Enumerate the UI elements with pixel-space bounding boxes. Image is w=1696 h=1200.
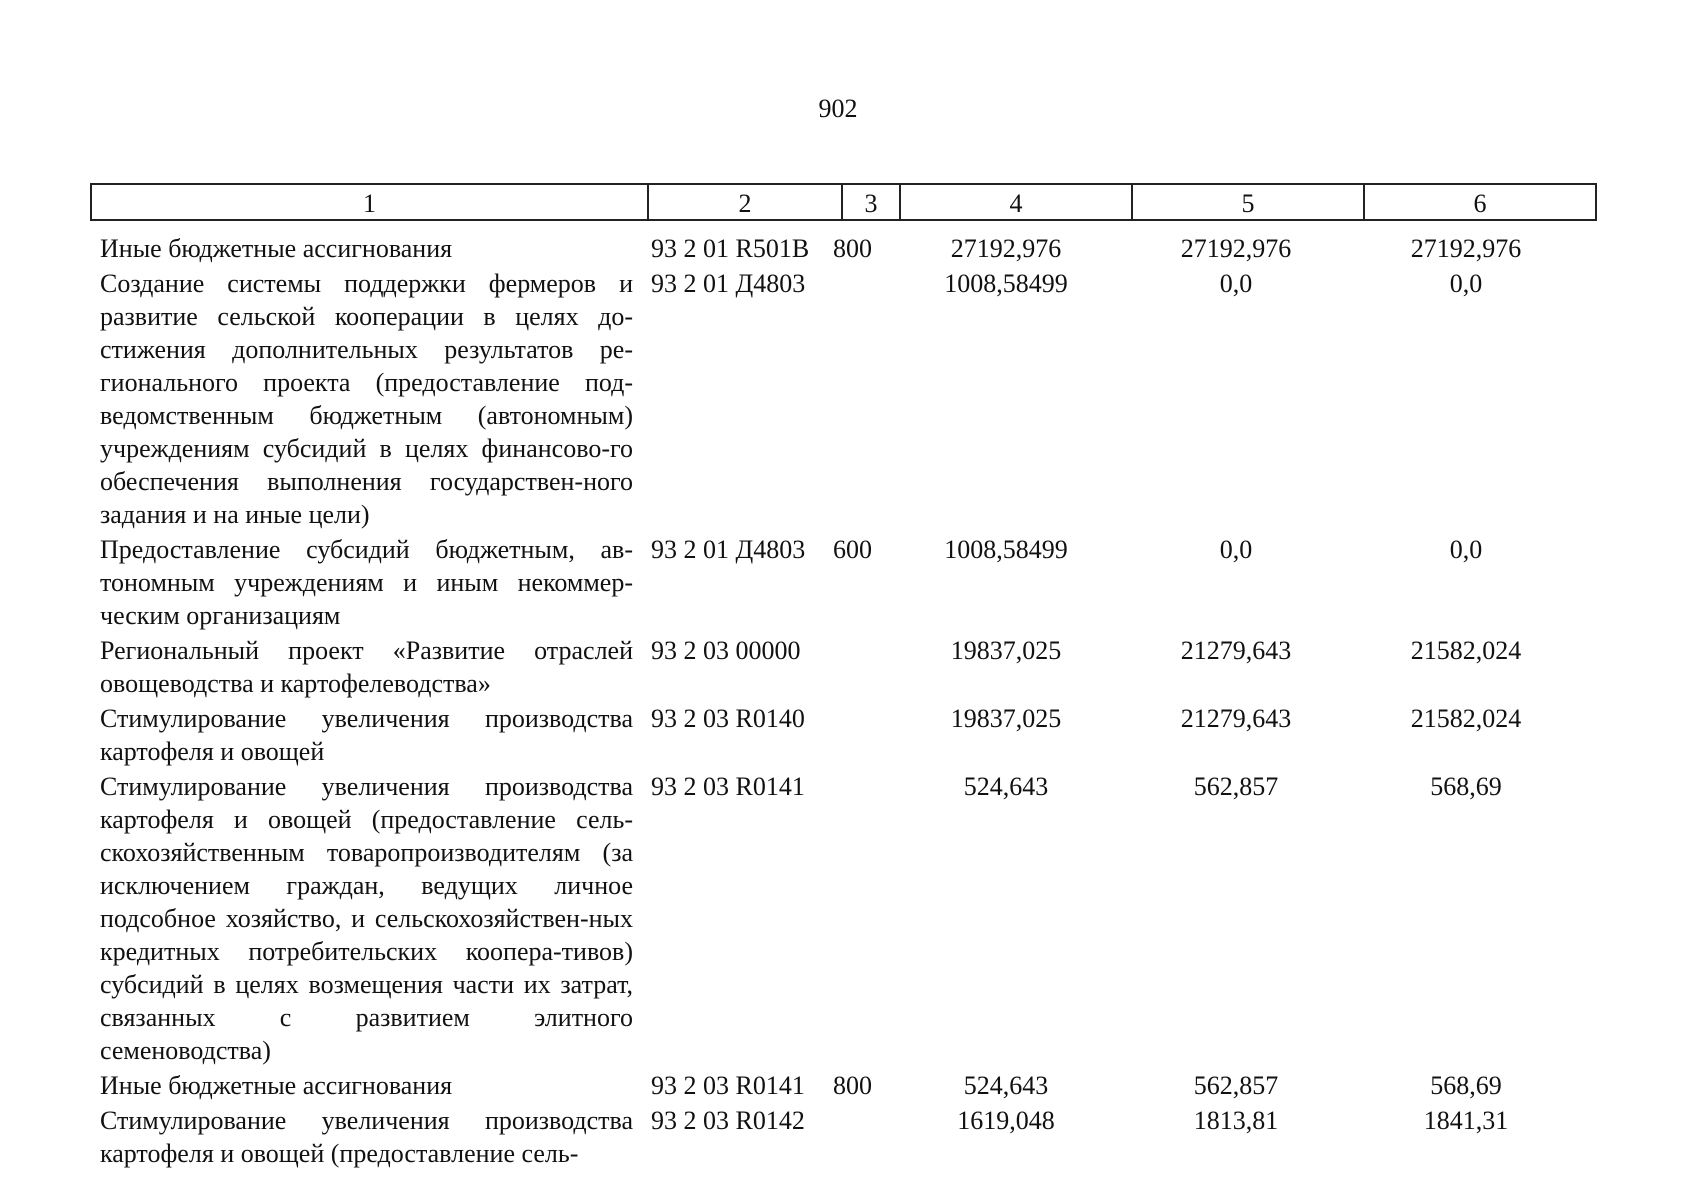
header-col-2: 2 <box>648 184 842 220</box>
column-header-table <box>90 183 1597 221</box>
header-col-6: 6 <box>1364 184 1596 220</box>
row-value-6: 27192,976 <box>1410 234 1522 263</box>
row-value-4: 19837,025 <box>950 636 1062 665</box>
row-vr: 600 <box>833 535 872 564</box>
row-name: Стимулирование увеличения производства картофеля и овощей (предоставление сель- <box>100 1106 633 1168</box>
row-code: 93 2 03 00000 <box>651 636 801 665</box>
header-col-1: 1 <box>91 184 648 220</box>
row-code: 93 2 03 R0140 <box>651 704 805 733</box>
row-vr <box>829 770 891 1067</box>
row-value-5: 562,857 <box>1193 1071 1279 1100</box>
row-value-4: 524,643 <box>963 772 1049 801</box>
row-name: Региональный проект «Развитие отраслей овощеводства и картофелеводства» <box>100 636 633 698</box>
row-name: Предоставление субсидий бюджетным, ав-тономным учреждениям и иным некоммер-ческим организациям <box>100 535 633 630</box>
row-name: Стимулирование увеличения производства картофеля и овощей <box>100 704 633 766</box>
row-value-4: 1619,048 <box>957 1106 1055 1135</box>
row-value-4: 524,643 <box>963 1071 1049 1100</box>
row-vr <box>829 634 891 700</box>
row-value-5: 562,857 <box>1193 772 1279 801</box>
page-number: 902 <box>818 94 858 123</box>
row-value-6: 568,69 <box>1430 772 1502 801</box>
row-name: Создание системы поддержки фермеров и развитие сельской кооперации в целях до-стижения дополнительных результатов ре-гионального проекта (предоставление под-ведомственным бюджетным (автономным) учреждениям субсидий в целях финансово-го обеспечения выполнения государствен-ного задания и на иные цели) <box>100 269 633 529</box>
row-value-4: 1008,58499 <box>944 535 1068 564</box>
row-value-5: 1813,81 <box>1193 1106 1279 1135</box>
table-row <box>100 702 1590 768</box>
row-value-5: 21279,643 <box>1180 636 1292 665</box>
row-value-6: 0,0 <box>1449 535 1483 564</box>
row-value-5: 0,0 <box>1219 535 1253 564</box>
header-col-5: 5 <box>1132 184 1364 220</box>
row-value-6: 1841,31 <box>1423 1106 1509 1135</box>
row-value-5: 21279,643 <box>1180 704 1292 733</box>
row-value-6: 21582,024 <box>1410 704 1522 733</box>
row-value-6: 568,69 <box>1430 1071 1502 1100</box>
row-name: Стимулирование увеличения производства картофеля и овощей (предоставление сель-скохозяйственным товаропроизводителям (за исключением граждан, ведущих личное подсобное хозяйство, и сельскохозяйствен-ных кредитных потребительских коопера-тивов) субсидий в целях возмещения части их затрат, связанных с развитием элитного семеноводства) <box>100 772 633 1065</box>
row-value-6: 21582,024 <box>1410 636 1522 665</box>
row-name: Иные бюджетные ассигнования <box>100 1071 453 1100</box>
row-value-6: 0,0 <box>1449 269 1483 298</box>
row-value-4: 1008,58499 <box>944 269 1068 298</box>
header-col-3: 3 <box>842 184 900 220</box>
row-code: 93 2 01 Д4803 <box>651 535 806 564</box>
header-col-4: 4 <box>900 184 1132 220</box>
row-code: 93 2 01 R501B <box>651 234 810 263</box>
table-row <box>100 267 1590 531</box>
table-row <box>100 533 1590 632</box>
row-vr <box>829 267 891 531</box>
row-vr: 800 <box>833 1071 872 1100</box>
row-value-4: 27192,976 <box>950 234 1062 263</box>
row-value-5: 0,0 <box>1219 269 1253 298</box>
row-vr <box>829 1104 891 1170</box>
row-code: 93 2 03 R0142 <box>651 1106 805 1135</box>
table-row <box>100 634 1590 700</box>
row-value-5: 27192,976 <box>1180 234 1292 263</box>
table-row <box>100 1104 1590 1170</box>
row-vr: 800 <box>833 234 872 263</box>
table-row <box>100 770 1590 1067</box>
row-code: 93 2 01 Д4803 <box>651 269 806 298</box>
row-code: 93 2 03 R0141 <box>651 1071 805 1100</box>
row-value-4: 19837,025 <box>950 704 1062 733</box>
row-vr <box>829 702 891 768</box>
row-code: 93 2 03 R0141 <box>651 772 805 801</box>
table-row <box>100 1069 1590 1102</box>
budget-table-body <box>100 232 1590 1172</box>
row-name: Иные бюджетные ассигнования <box>100 234 453 263</box>
table-row <box>100 232 1590 265</box>
